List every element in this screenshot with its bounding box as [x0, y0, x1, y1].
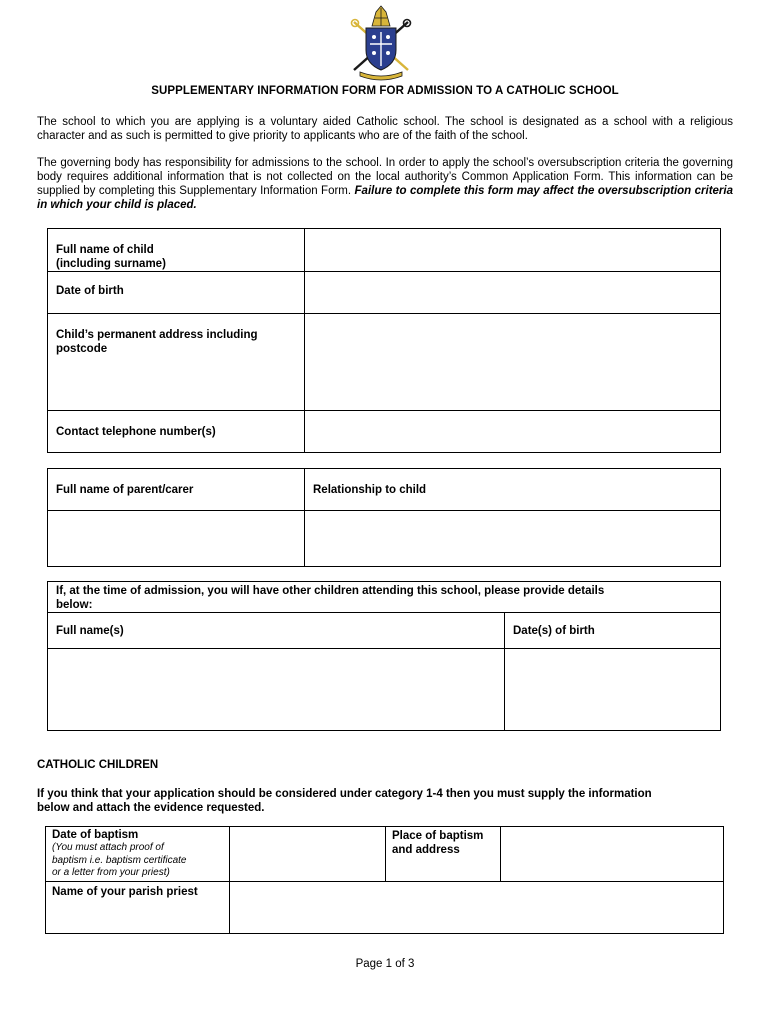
- dob-field[interactable]: [305, 272, 721, 314]
- sibling-dobs-header: [505, 613, 721, 649]
- address-sublabel: postcode: [56, 343, 108, 355]
- catholic-instruction: [37, 787, 733, 815]
- parent-name-header: [48, 469, 305, 511]
- phone-field[interactable]: [305, 411, 721, 453]
- relationship-field[interactable]: [305, 511, 721, 567]
- baptism-place-label-cell: [386, 827, 501, 882]
- warning-text: Failure to complete this form may affect the oversubscription criteria in which your child is placed.: [37, 185, 733, 211]
- parish-priest-label-cell: [46, 882, 230, 934]
- intro-paragraph-1: The school to which you are applying is a voluntary aided Catholic school. The school is designated as a school with a religious character and as such is permitted to give priority to applicants who are of the faith of the school.: [37, 116, 733, 142]
- page-number: Page 1 of 3: [355, 958, 415, 970]
- sibling-names-label: Full name(s): [56, 625, 124, 637]
- intro-paragraph-2: [37, 156, 733, 212]
- full-name-label-cell: [48, 229, 305, 272]
- phone-label-cell: [48, 411, 305, 453]
- catholic-instruction-line2: below and attach the evidence requested.: [37, 802, 265, 814]
- parent-name-field[interactable]: [48, 511, 305, 567]
- baptism-note-1: (You must attach proof of: [52, 842, 164, 853]
- catholic-instruction-line1: If you think that your application should be considered under category 1-4 then you must supply the information: [37, 788, 652, 800]
- baptism-table: [45, 826, 724, 934]
- sibling-names-header: [48, 613, 505, 649]
- dob-label-cell: [48, 272, 305, 314]
- sibling-names-field[interactable]: [48, 649, 505, 731]
- relationship-header: [305, 469, 721, 511]
- child-details-table: [47, 228, 721, 453]
- phone-label: Contact telephone number(s): [56, 426, 216, 438]
- intro-paragraph-2-text: The governing body has responsibility for admissions to the school. In order to apply the school’s oversubscription criteria the governing body requires additional information that is not collected on the local authority’s Common Application Form. This information can be supplied by completing this Supplementary Information Form.: [37, 157, 733, 197]
- parent-table: [47, 468, 721, 567]
- address-label-cell: [48, 314, 305, 411]
- parent-name-label: Full name of parent/carer: [56, 484, 194, 496]
- form-title: SUPPLEMENTARY INFORMATION FORM FOR ADMISSION TO A CATHOLIC SCHOOL: [151, 85, 619, 97]
- dob-label: Date of birth: [56, 285, 124, 297]
- sibling-dobs-label: Date(s) of birth: [513, 625, 595, 637]
- siblings-intro-cell: [48, 582, 721, 613]
- relationship-label: Relationship to child: [313, 484, 427, 496]
- baptism-date-label: Date of baptism: [52, 829, 139, 841]
- siblings-intro: If, at the time of admission, you will have other children attending this school, please provide details: [56, 585, 605, 597]
- diocesan-crest-icon: [346, 4, 416, 84]
- baptism-place-field[interactable]: [501, 827, 724, 882]
- parish-priest-label: Name of your parish priest: [52, 886, 198, 898]
- address-label: Child’s permanent address including: [56, 329, 258, 341]
- parish-priest-field[interactable]: [230, 882, 724, 934]
- sibling-dobs-field[interactable]: [505, 649, 721, 731]
- address-field[interactable]: [305, 314, 721, 411]
- siblings-intro-cont: below:: [56, 599, 93, 611]
- full-name-field[interactable]: [305, 229, 721, 272]
- siblings-table: [47, 581, 721, 731]
- baptism-date-label-cell: [46, 827, 230, 882]
- baptism-date-field[interactable]: [230, 827, 386, 882]
- catholic-heading: CATHOLIC CHILDREN: [37, 759, 159, 771]
- baptism-place-sublabel: and address: [392, 844, 460, 856]
- full-name-label: Full name of child: [56, 244, 154, 256]
- baptism-note-2: baptism i.e. baptism certificate: [52, 854, 187, 866]
- full-name-sublabel: (including surname): [56, 258, 166, 270]
- baptism-place-label: Place of baptism: [392, 830, 484, 842]
- baptism-note-3: or a letter from your priest): [52, 867, 170, 878]
